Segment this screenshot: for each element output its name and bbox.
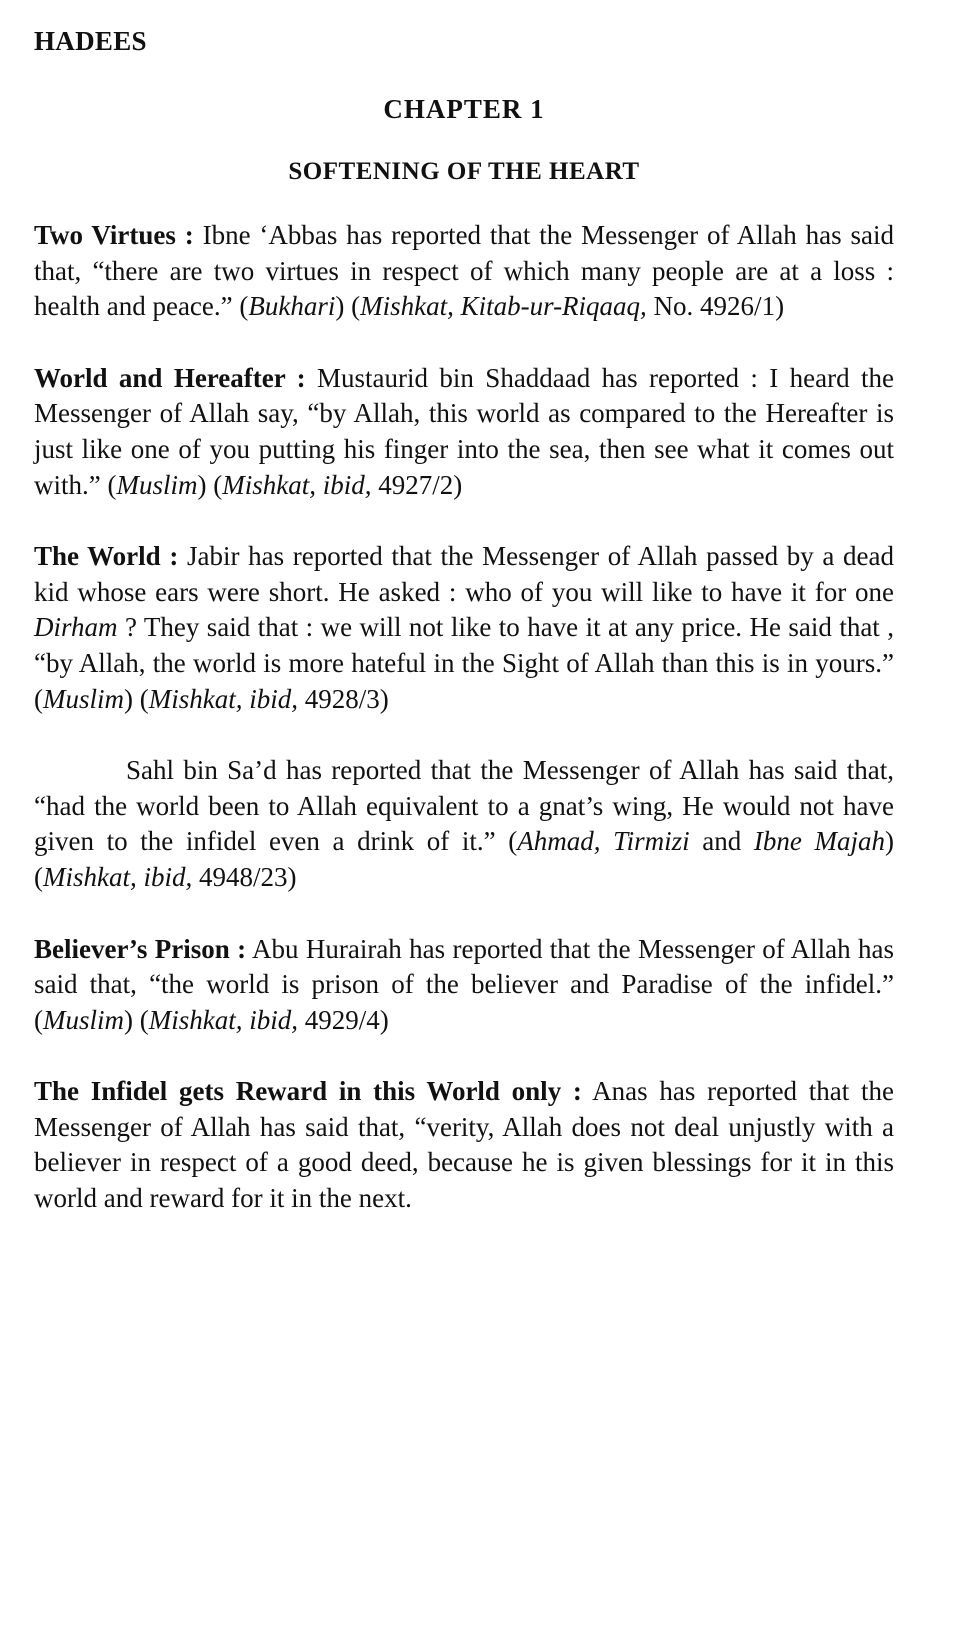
paragraph-heading: The Infidel gets Reward in this World only :	[34, 1076, 582, 1107]
paragraph-text: Anas has reported that the Messenger of Allah has said that, “verity, Allah does not deal unjustly with a believer in respect of a good deed, because he is given blessings for it in this world and reward for it in the next.	[34, 1076, 894, 1214]
paragraph-text: ) (	[335, 291, 361, 322]
paragraph-sahl-bin-sad	[34, 753, 894, 895]
citation: Mishkat, Kitab-ur-Riqaaq,	[360, 291, 647, 322]
paragraph-text: Sahl bin Sa’d has reported that the Messenger of Allah has said that, “had the world been to Allah equivalent to a gnat’s wing, He would not have given to the infidel even a drink of it.” (	[34, 755, 894, 857]
paragraph-text: 4929/4)	[297, 1004, 389, 1035]
paragraph-the-world	[34, 539, 894, 717]
paragraph-text: Ibne ‘Abbas has reported that the Messenger of Allah has said that, “there are two virtues in respect of which many people are at a loss : health and peace.” (	[34, 220, 894, 322]
citation: Muslim	[43, 683, 124, 714]
paragraph-text: ) (	[124, 1004, 149, 1035]
citation: Mishkat, ibid,	[148, 1004, 298, 1035]
citation: Dirham	[34, 612, 118, 643]
paragraph-text: 4927/2)	[371, 469, 463, 500]
paragraph-heading: Two Virtues :	[34, 220, 194, 250]
paragraph-heading: The World :	[34, 541, 179, 572]
paragraph-text: Abu Hurairah has reported that the Messenger of Allah has said that, “the world is prison of the believer and Paradise of the infidel.” (	[34, 933, 894, 1035]
paragraph-text: Mustaurid bin Shaddaad has reported : I heard the Messenger of Allah say, “by Allah, this world as compared to the Hereafter is just like one of you putting his finger into the sea, then see what it comes out with.” (	[34, 362, 894, 500]
citation: Muslim	[43, 1004, 124, 1035]
chapter-number: CHAPTER 1	[383, 94, 545, 124]
paragraph-two-virtues	[34, 218, 894, 325]
paragraph-text: 4948/23)	[192, 861, 297, 892]
page-content	[34, 24, 894, 1217]
citation: Bukhari	[248, 291, 336, 322]
paragraph-heading: Believer’s Prison :	[34, 933, 247, 964]
paragraph-text: Jabir has reported that the Messenger of Allah passed by a dead kid whose ears were short. He asked : who of you will like to have it for one	[34, 541, 894, 607]
paragraph-text: ? They said that : we will not like to have it at any price. He said that , “by Allah, the world is more hateful in the Sight of Allah than this is in yours.” (	[34, 612, 894, 714]
paragraph-text: ) (	[34, 826, 894, 892]
paragraph-believers-prison	[34, 932, 894, 1039]
citation: Ibne Majah	[753, 826, 885, 857]
paragraph-heading: World and Hereafter :	[34, 362, 306, 393]
citation: Mishkat, ibid,	[148, 683, 298, 714]
citation: Muslim	[116, 469, 198, 500]
paragraph-text: and	[689, 826, 754, 857]
citation: Mishkat, ibid,	[43, 861, 193, 892]
chapter-title: SOFTENING OF THE HEART	[288, 158, 640, 185]
paragraph-infidel-reward	[34, 1074, 894, 1216]
paragraph-text: ) (	[124, 683, 149, 714]
citation: Mishkat, ibid,	[222, 469, 372, 500]
paragraph-text: 4928/3)	[297, 683, 389, 714]
running-head: HADEES	[34, 26, 147, 56]
paragraph-text: ) (	[197, 469, 223, 500]
paragraph-world-and-hereafter	[34, 361, 894, 503]
citation: Ahmad, Tirmizi	[517, 826, 690, 857]
paragraph-text: No. 4926/1)	[646, 291, 785, 322]
